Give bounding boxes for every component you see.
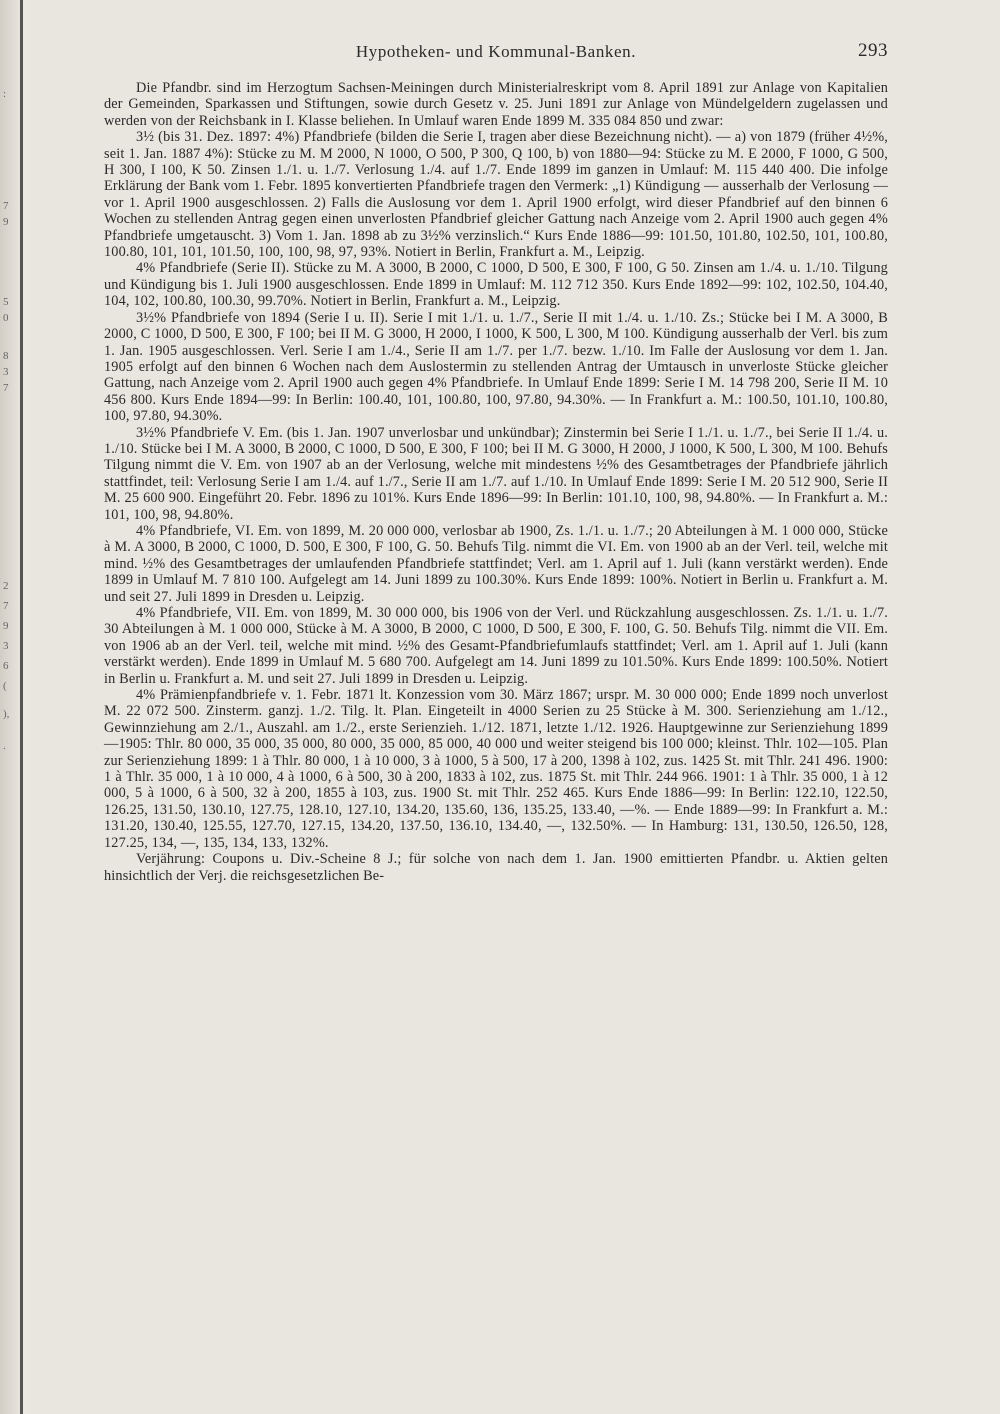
paragraph-serie-2: 4% Pfandbriefe (Serie II). Stücke zu M. A 3000, B 2000, C 1000, D 500, E 300, F 100, G 50. Zinsen am 1./4. u. 1./10. Tilgung und Kündigung bis 1. Juli 1900 ausgeschlossen. Ende 1899 in Umlauf: M. 112 712 350. Kurs Ende 1892—99: 102, 102.50, 104.40, 104, 102, 100.80, 100.30, 99.70%. Notiert in Berlin, Frankfurt a. M., Leipzig. [104, 260, 888, 310]
margin-mark: 8 [3, 350, 9, 362]
margin-mark: 7 [3, 382, 9, 394]
margin-mark: 3 [3, 366, 9, 378]
margin-mark: ), [3, 708, 10, 720]
margin-mark: 7 [3, 200, 9, 212]
margin-mark: 6 [3, 660, 9, 672]
margin-mark: 3 [3, 640, 9, 652]
margin-mark: 5 [3, 296, 9, 308]
paragraph-intro: Die Pfandbr. sind im Herzogtum Sachsen-Meiningen durch Ministerialreskript vom 8. April 1891 zur Anlage von Kapitalien der Gemeinden, Sparkassen und Stiftungen, sowie durch Gesetz v. 25. Juni 1891 zur Anlage von Mündelgeldern zugelassen und werden von der Reichsbank in I. Klasse beliehen. In Umlauf waren Ende 1899 M. 335 084 850 und zwar: [104, 80, 888, 129]
paragraph-em-7: 4% Pfandbriefe, VII. Em. von 1899, M. 30 000 000, bis 1906 von der Verl. und Rückzahlung ausgeschlossen. Zs. 1./1. u. 1./7. 30 Abteilungen à M. 1 000 000, Stücke à M. A 3000, B 2000, C 1000, D 500, E 300, F. 100, G. 50. Behufs Tilg. nimmt die VII. Em. von 1906 ab an der Verl. teil, welche mit mind. ½% des Gesamt-Pfandbriefumlaufs stattfindet; Verl. am 1. April auf 1. Juli (kann verstärkt werden). Ende 1899 in Umlauf M. 5 680 700. Aufgelegt am 14. Juni 1899 zu 101.50%. Kurs Ende 1899: 100.50%. Notiert in Berlin u. Frankfurt a. M. und seit 27. Juli 1899 in Dresden u. Leipzig. [104, 605, 888, 687]
document-body [104, 80, 888, 884]
page-number: 293 [858, 40, 888, 61]
spine-edge-line [20, 0, 23, 1414]
paragraph-em-6: 4% Pfandbriefe, VI. Em. von 1899, M. 20 000 000, verlosbar ab 1900, Zs. 1./1. u. 1./7.; 20 Abteilungen à M. 1 000 000, Stücke à M. A 3000, B 2000, C 1000, D. 500, E 300, F 100, G. 50. Behufs Tilg. nimmt die VI. Em. von 1900 ab an der Verl. teil, welche mit mind. ½% des Gesamtbetrages der umlaufenden Pfandbriefe stattfindet; Verl. am 1. April auf 1. Juli (kann verstärkt werden). Ende 1899 in Umlauf M. 7 810 100. Aufgelegt am 14. Juni 1899 zu 100.30%. Kurs Ende 1899: 100%. Notiert in Berlin u. Frankfurt a. M. und seit 27. Juli 1899 in Dresden u. Leipzig. [104, 522, 888, 605]
margin-mark: 2 [3, 580, 9, 592]
paragraph-verjaehrung: Verjährung: Coupons u. Div.-Scheine 8 J.; für solche von nach dem 1. Jan. 1900 emittierten Pfandbr. u. Aktien gelten hinsichtlich der Verj. die reichsgesetzlichen Be- [104, 851, 888, 884]
margin-mark: 9 [3, 216, 9, 228]
paragraph-em-5: 3½% Pfandbriefe V. Em. (bis 1. Jan. 1907 unverlosbar und unkündbar); Zinstermin bei Serie I 1./1. u. 1./7., bei Serie II 1./4. u. 1./10. Stücke bei I M. A 3000, B 2000, C 1000, D 500, E 300, F 100; bei II M. G 3000, H 2000, J 1000, K 500, L 300, M 100. Behufs Tilgung nimmt die V. Em. von 1907 ab an der Verlosung, welche mit mindestens ½% des Gesamtbetrages der Pfandbriefe jährlich stattfindet, teil: Verlosung Serie I am 1./4. auf 1./7., Serie II am 1./7. auf 1./10. In Umlauf Ende 1899: Serie I M. 20 512 900, Serie II M. 25 600 900. Eingeführt 20. Febr. 1896 zu 101%. Kurs Ende 1896—99: In Berlin: 101.10, 100, 98, 94.80%. — In Frankfurt a. M.: 101, 100, 98, 94.80%. [104, 424, 888, 523]
paragraph-serie-1: 3½ (bis 31. Dez. 1897: 4%) Pfandbriefe (bilden die Serie I, tragen aber diese Bezeichnung nicht). — a) von 1879 (früher 4½%, seit 1. Jan. 1887 4%): Stücke zu M. M 2000, N 1000, O 500, P 300, Q 100, b) von 1880—94: Stücke zu M. E 2000, F 1000, G 500, H 300, I 100, K 50. Zinsen 1./1. u. 1./7. Verlosung 1./4. auf 1./7. Ende 1899 im ganzen in Umlauf: M. 115 440 400. Die infolge Erklärung der Bank vom 1. Febr. 1895 konvertierten Pfandbriefe tragen den Vermerk: „1) Kündigung — ausserhalb der Verlosung — vor 1. April 1900 ausgeschlossen. 2) Falls die Auslosung vor dem 1. April 1900 erfolgt, wird dieser Pfandbrief auf den binnen 6 Wochen zu stellenden Antrag gegen einen unverlosten Pfandbrief gleicher Gattung nach Anzeige vom 2. April 1900 auch gegen 4% Pfandbriefe umgetauscht. 3) Vom 1. Jan. 1898 ab zu 3½% verzinslich.“ Kurs Ende 1886—99: 101.50, 101.80, 102.50, 101, 100.80, 100.80, 101, 101, 101.50, 100, 100, 98, 97, 93%. Notiert in Berlin, Frankfurt a. M., Leipzig. [104, 129, 888, 261]
margin-mark: 9 [3, 620, 9, 632]
margin-mark: 0 [3, 312, 9, 324]
margin-mark: . [3, 740, 6, 752]
book-spine [0, 0, 34, 1414]
paragraph-pfandbriefe-1894: 3½% Pfandbriefe von 1894 (Serie I u. II). Serie I mit 1./1. u. 1./7., Serie II mit 1./4. u. 1./10. Zs.; Stücke bei I M. A 3000, B 2000, C 1000, D 500, E 300, F 100; bei II M. G 3000, H 2000, I 1000, K 500, L 300, M 100. Kündigung ausserhalb der Verl. bis zum 1. Jan. 1905 ausgeschlossen. Verl. Serie I am 1./4., Serie II am 1./7. per 1./7. bezw. 1./10. Im Falle der Auslosung vor dem 1. Jan. 1905 erfolgt auf den binnen 6 Wochen nach dem Auslostermin zu stellenden Antrag der Umtausch in unverloste Stücke gleicher Gattung, nach Anzeige vom 2. April 1900 auch gegen 4% Pfandbriefe. In Umlauf Ende 1899: Serie I M. 14 798 200, Serie II M. 10 456 800. Kurs Ende 1894—99: In Berlin: 100.40, 101, 100.80, 100, 97.80, 94.30%. — In Frankfurt a. M.: 100.50, 101.10, 100.80, 100, 97.80, 94.30%. [104, 309, 888, 425]
margin-mark: ( [3, 680, 7, 692]
paragraph-praemienpfandbriefe: 4% Prämienpfandbriefe v. 1. Febr. 1871 lt. Konzession vom 30. März 1867; urspr. M. 30 000 000; Ende 1899 noch unverlost M. 22 072 500. Zinsterm. ganzj. 1./2. Tilg. lt. Plan. Eingeteilt in 4000 Serien zu 25 Stücke à M. 300. Serienziehung am 1./12., Gewinnziehung am 2./1., Auszahl. am 1./2., erste Serienzieh. 1./12. 1871, letzte 1./12. 1926. Hauptgewinne zur Serienziehung 1899—1905: Thlr. 80 000, 35 000, 35 000, 80 000, 35 000, 85 000, 40 000 und weiter steigend bis 100 000; kleinst. Thlr. 102—105. Plan zur Serienziehung 1899: 1 à Thlr. 80 000, 1 à 10 000, 3 à 1000, 5 à 500, 17 à 200, 1398 à 102, zus. 1425 St. mit Thlr. 241 496. 1900: 1 à Thlr. 35 000, 1 à 10 000, 4 à 1000, 6 à 500, 30 à 200, 1833 à 102, zus. 1875 St. mit Thlr. 244 966. 1901: 1 à Thlr. 35 000, 1 à 12 000, 5 à 1000, 6 à 500, 32 à 200, 1855 à 103, zus. 1900 St. mit Thlr. 252 465. Kurs Ende 1886—99: In Berlin: 122.10, 122.50, 126.25, 131.50, 130.10, 127.75, 128.10, 127.10, 134.20, 135.60, 136, 135.25, 133.40, —%. — Ende 1889—99: In Frankfurt a. M.: 131.20, 130.40, 125.55, 127.70, 127.15, 134.20, 137.50, 136.10, 134.40, —, 132.50%. — In Hamburg: 131, 130.50, 126.50, 128, 127.25, 134, —, 135, 134, 133, 132%. [104, 687, 888, 851]
margin-mark: 7 [3, 600, 9, 612]
document-page [104, 42, 888, 884]
margin-mark: : [3, 88, 7, 100]
running-head: Hypotheken- und Kommunal-Banken. [355, 42, 637, 61]
page-header [104, 42, 888, 68]
